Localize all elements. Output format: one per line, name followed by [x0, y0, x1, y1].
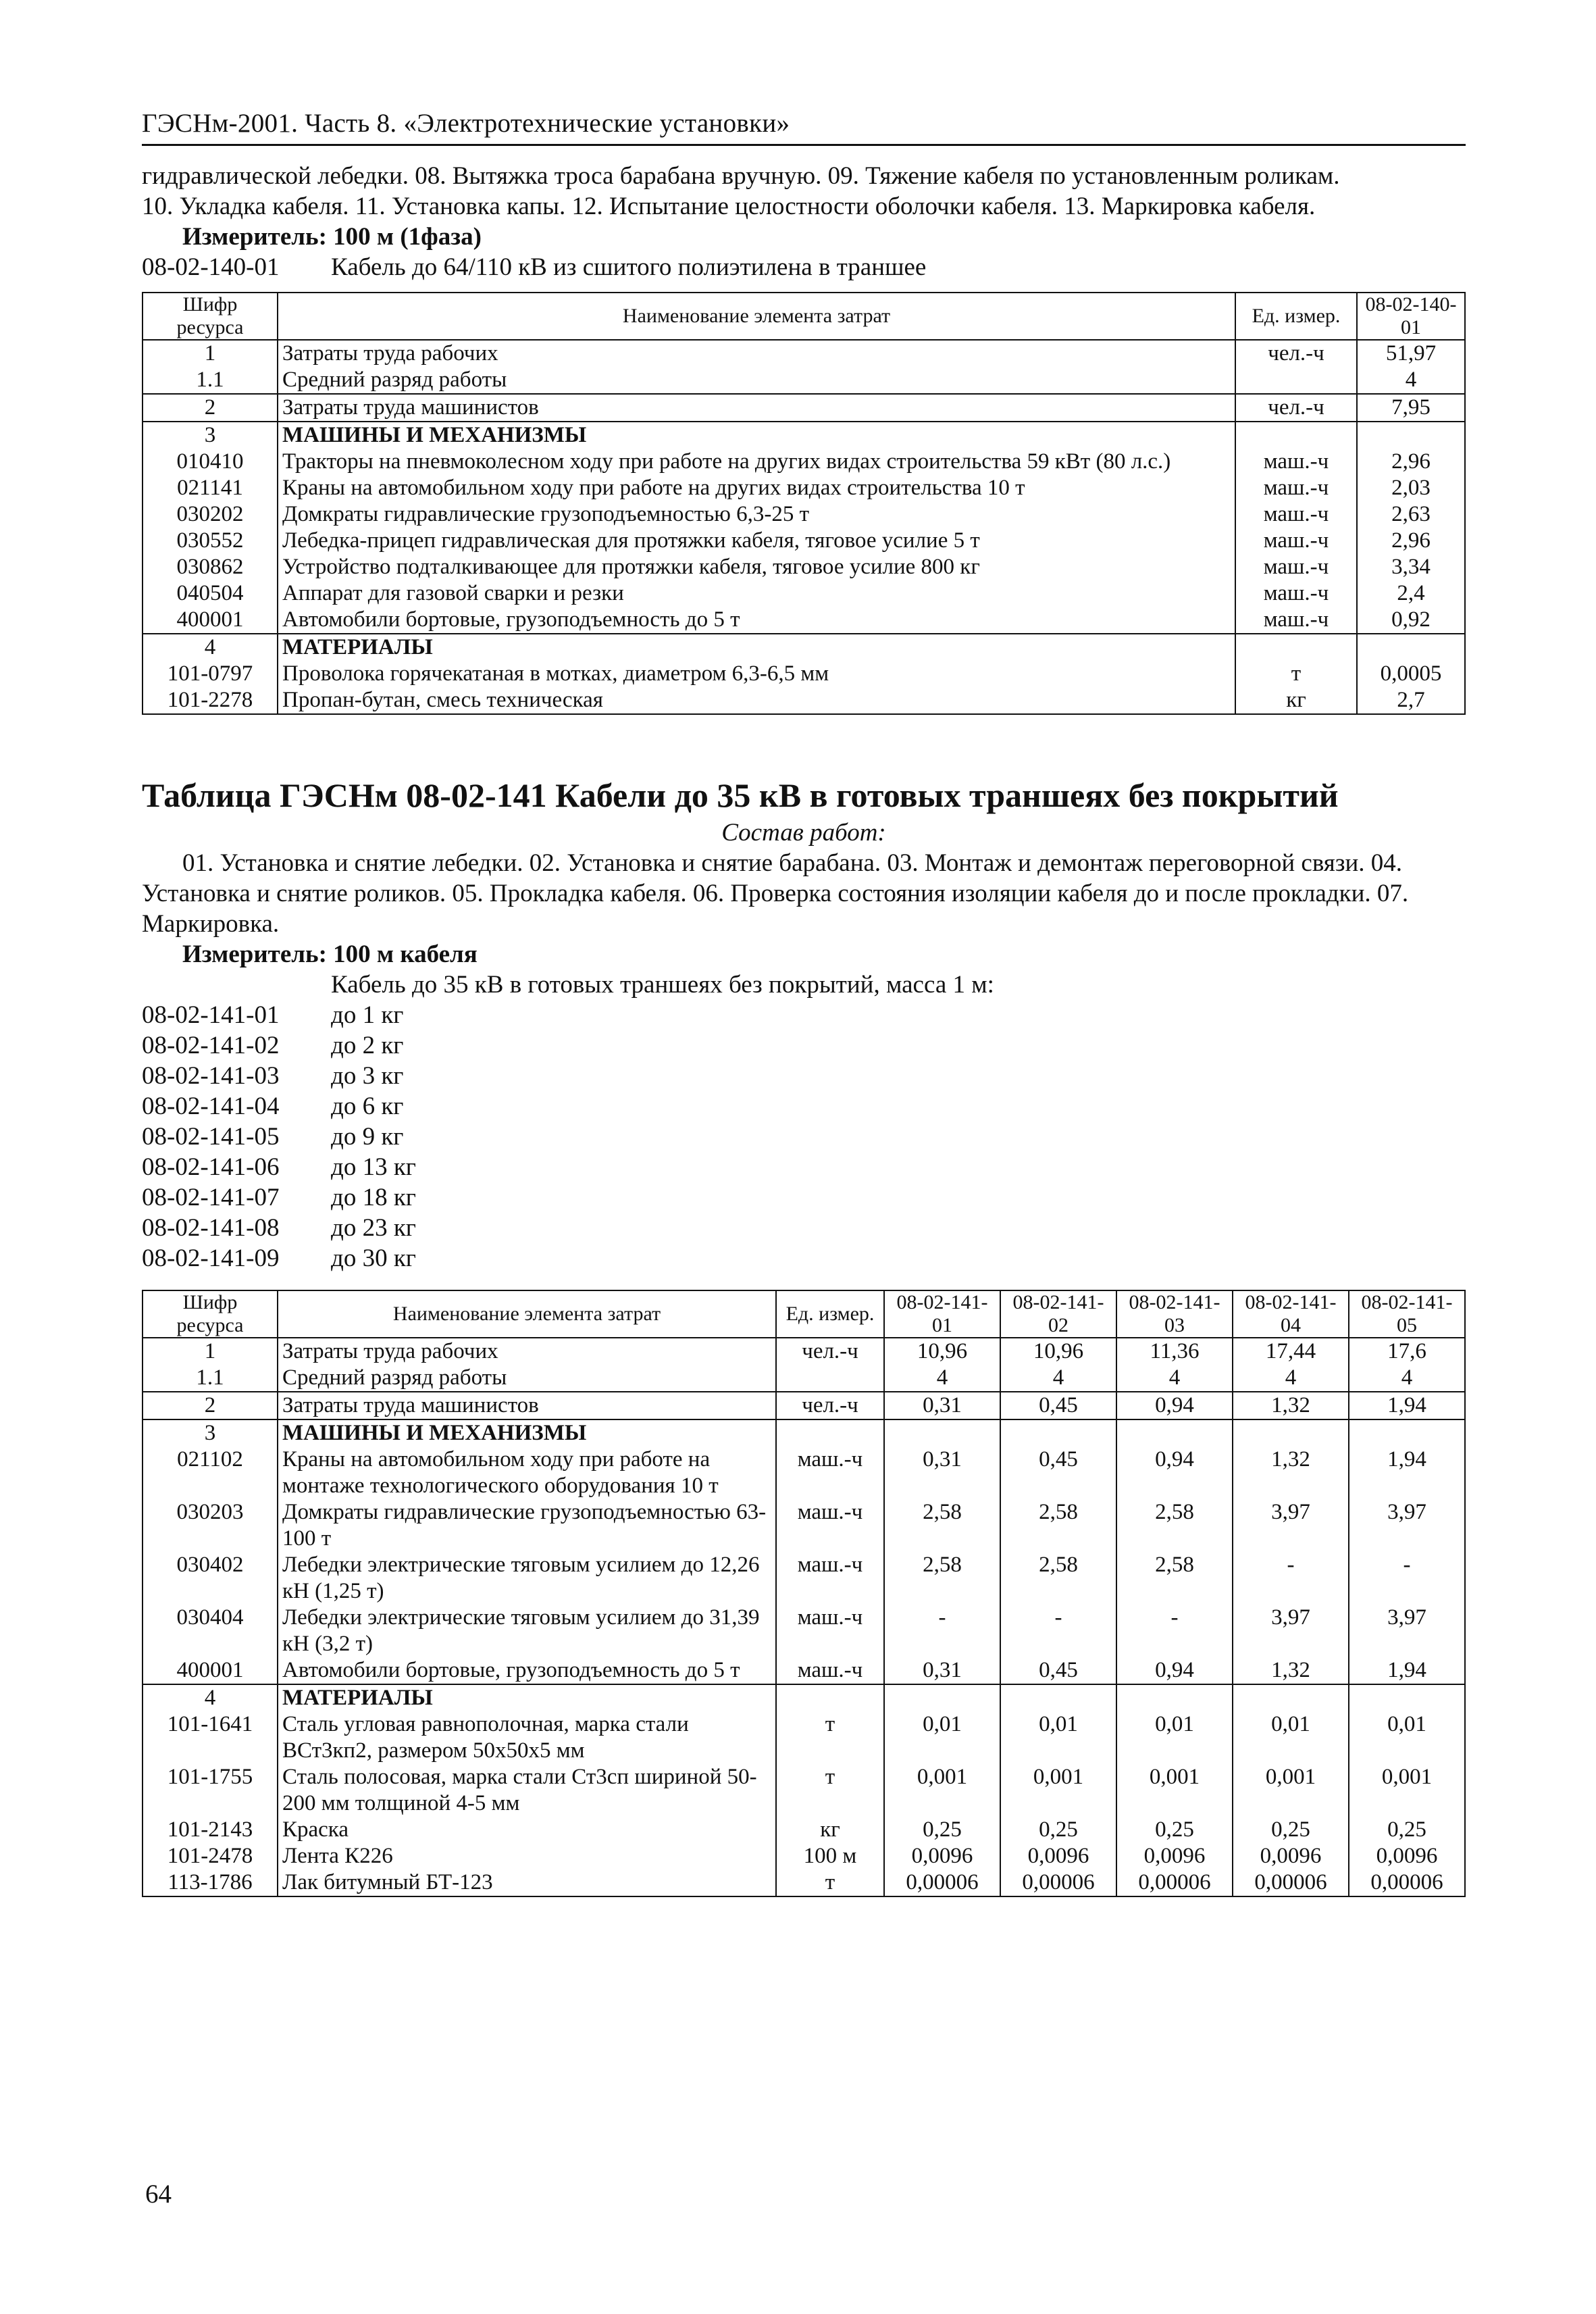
value-cell: 3,34: [1357, 554, 1465, 580]
value-cell: 0,25: [1349, 1817, 1465, 1843]
norm-code: 08-02-141-08: [142, 1214, 280, 1242]
cost-item-name: Домкраты гидравлические грузоподъемностью 6,3-25 т: [278, 501, 1235, 528]
table-row: [143, 687, 1465, 714]
section-heading: МАШИНЫ И МЕХАНИЗМЫ: [278, 422, 1235, 449]
table-row: [143, 1817, 1465, 1843]
norm-code: 08-02-141-04: [142, 1092, 280, 1120]
cost-item-name: Сталь полосовая, марка стали Ст3сп шириной 50-200 мм толщиной 4-5 мм: [278, 1764, 776, 1817]
table-row: [143, 528, 1465, 554]
cable-description: Кабель до 35 кВ в готовых траншеях без покрытий, масса 1 м:: [331, 971, 994, 999]
value-cell: 0,25: [1233, 1817, 1349, 1843]
value-cell: [884, 1419, 1000, 1447]
table-row: [143, 1392, 1465, 1419]
section-heading: МАШИНЫ И МЕХАНИЗМЫ: [278, 1419, 776, 1447]
cost-item-name: Аппарат для газовой сварки и резки: [278, 580, 1235, 607]
resource-code: 101-1641: [143, 1711, 278, 1764]
value-cell: 0,31: [884, 1657, 1000, 1684]
unit-cell: маш.-ч: [776, 1499, 884, 1552]
resource-code: 400001: [143, 1657, 278, 1684]
unit-cell: маш.-ч: [776, 1657, 884, 1684]
norm-code: 08-02-140-01: [142, 253, 280, 281]
resource-code: 030404: [143, 1605, 278, 1657]
value-cell: 11,36: [1116, 1338, 1233, 1365]
col-header-code: Шифр ресурса: [143, 293, 278, 340]
table-row: [143, 449, 1465, 475]
resource-code: 040504: [143, 580, 278, 607]
value-cell: 4: [1233, 1365, 1349, 1392]
value-cell: 0,92: [1357, 607, 1465, 634]
value-cell: 0,45: [1000, 1392, 1116, 1419]
norm-code-item: [142, 1030, 1466, 1061]
resource-code: 2: [143, 1392, 278, 1419]
value-cell: 10,96: [884, 1338, 1000, 1365]
resource-code: 021102: [143, 1447, 278, 1499]
value-cell: 0,00006: [1233, 1869, 1349, 1896]
value-cell: -: [1233, 1552, 1349, 1605]
value-cell: 0,0096: [1349, 1843, 1465, 1869]
value-cell: 2,03: [1357, 475, 1465, 501]
norm-mass-limit: до 13 кг: [331, 1153, 416, 1181]
value-cell: 0,0096: [1000, 1843, 1116, 1869]
table-row: [143, 1338, 1465, 1365]
value-cell: 0,25: [1116, 1817, 1233, 1843]
value-cell: 4: [1116, 1365, 1233, 1392]
norm-mass-limit: до 6 кг: [331, 1092, 404, 1120]
col-header-norm: 08-02-141-02: [1000, 1290, 1116, 1338]
value-cell: [1116, 1684, 1233, 1711]
table-header-row: [143, 1290, 1465, 1338]
norm-code-item: [142, 1243, 1466, 1274]
norm-mass-limit: до 3 кг: [331, 1062, 404, 1090]
unit-cell: [776, 1419, 884, 1447]
value-cell: 4: [1357, 367, 1465, 394]
value-cell: [1000, 1419, 1116, 1447]
unit-cell: [1235, 634, 1357, 661]
cost-item-name: Лебедка-прицеп гидравлическая для протяжки кабеля, тяговое усилие 5 т: [278, 528, 1235, 554]
unit-cell: [776, 1365, 884, 1392]
value-cell: 1,32: [1233, 1447, 1349, 1499]
unit-cell: маш.-ч: [1235, 554, 1357, 580]
resource-code: 400001: [143, 607, 278, 634]
value-cell: 0,01: [1116, 1711, 1233, 1764]
norm-code: 08-02-141-05: [142, 1123, 280, 1151]
resource-code: 101-2143: [143, 1817, 278, 1843]
unit-cell: чел.-ч: [1235, 340, 1357, 367]
value-cell: -: [1116, 1605, 1233, 1657]
value-cell: 3,97: [1349, 1605, 1465, 1657]
cost-item-name: Затраты труда машинистов: [278, 1392, 776, 1419]
value-cell: 1,94: [1349, 1447, 1465, 1499]
norm-mass-limit: до 2 кг: [331, 1032, 404, 1059]
value-cell: 0,94: [1116, 1447, 1233, 1499]
value-cell: 3,97: [1349, 1499, 1465, 1552]
table-row: [143, 1447, 1465, 1499]
table-header-row: [143, 293, 1465, 340]
value-cell: 0,00006: [884, 1869, 1000, 1896]
unit-cell: [1235, 367, 1357, 394]
value-cell: 0,0096: [1116, 1843, 1233, 1869]
value-cell: 0,01: [884, 1711, 1000, 1764]
value-cell: 0,0096: [1233, 1843, 1349, 1869]
work-composition-heading: Состав работ:: [721, 819, 886, 847]
value-cell: 0,00006: [1116, 1869, 1233, 1896]
col-header-norm: 08-02-141-05: [1349, 1290, 1465, 1338]
value-cell: 0,001: [1233, 1764, 1349, 1817]
value-cell: 1,94: [1349, 1657, 1465, 1684]
col-header-norm: 08-02-140-01: [1357, 293, 1465, 340]
resource-code: 030552: [143, 528, 278, 554]
table-row: [143, 554, 1465, 580]
norm-mass-limit: до 1 кг: [331, 1001, 404, 1029]
value-cell: 2,96: [1357, 528, 1465, 554]
value-cell: [1349, 1684, 1465, 1711]
norm-code: 08-02-141-09: [142, 1244, 280, 1272]
value-cell: [1116, 1419, 1233, 1447]
value-cell: [1357, 422, 1465, 449]
col-header-unit: Ед. измер.: [776, 1290, 884, 1338]
col-header-norm: 08-02-141-04: [1233, 1290, 1349, 1338]
value-cell: 7,95: [1357, 394, 1465, 422]
value-cell: [1000, 1684, 1116, 1711]
resource-code: 3: [143, 422, 278, 449]
section-heading: МАТЕРИАЛЫ: [278, 634, 1235, 661]
resource-code: 1.1: [143, 367, 278, 394]
value-cell: [1349, 1419, 1465, 1447]
value-cell: 2,4: [1357, 580, 1465, 607]
measure-unit-1: Измеритель: 100 м (1фаза): [182, 223, 482, 251]
norm-code-item: [142, 1000, 1466, 1030]
resource-code: 101-0797: [143, 661, 278, 687]
value-cell: 0,0096: [884, 1843, 1000, 1869]
table-row: [143, 475, 1465, 501]
work-composition-text: 01. Установка и снятие лебедки. 02. Установка и снятие барабана. 03. Монтаж и демонтаж переговорной связи. 04. Установка и снятие роликов. 05. Прокладка кабеля. 06. Проверка состояния изоляции кабеля до и после прокладки. 07. Маркировка.: [142, 849, 1409, 938]
table-2-title: Таблица ГЭСНм 08-02-141 Кабели до 35 кВ в готовых траншеях без покрытий: [142, 776, 1339, 814]
resource-code: 021141: [143, 475, 278, 501]
table-row: [143, 607, 1465, 634]
col-header-name: Наименование элемента затрат: [278, 293, 1235, 340]
value-cell: [1233, 1684, 1349, 1711]
cost-item-name: Затраты труда рабочих: [278, 1338, 776, 1365]
value-cell: 2,7: [1357, 687, 1465, 714]
norm-code-item: [142, 1213, 1466, 1243]
norm-mass-limit: до 9 кг: [331, 1123, 404, 1151]
resource-code: 4: [143, 634, 278, 661]
value-cell: 17,6: [1349, 1338, 1465, 1365]
value-cell: [884, 1684, 1000, 1711]
value-cell: 0,01: [1233, 1711, 1349, 1764]
resource-code: 101-1755: [143, 1764, 278, 1817]
value-cell: 0,0005: [1357, 661, 1465, 687]
table-row: [143, 1684, 1465, 1711]
resource-code: 030402: [143, 1552, 278, 1605]
resource-code: 030862: [143, 554, 278, 580]
unit-cell: [776, 1684, 884, 1711]
resource-code: 2: [143, 394, 278, 422]
value-cell: 2,63: [1357, 501, 1465, 528]
norm-code-item: [142, 1091, 1466, 1122]
norm-code-item: [142, 1061, 1466, 1091]
cost-item-name: Лак битумный БТ-123: [278, 1869, 776, 1896]
value-cell: 0,01: [1349, 1711, 1465, 1764]
value-cell: 3,97: [1233, 1605, 1349, 1657]
cost-item-name: Лебедки электрические тяговым усилием до 12,26 кН (1,25 т): [278, 1552, 776, 1605]
value-cell: 1,32: [1233, 1657, 1349, 1684]
norm-code: 08-02-141-02: [142, 1032, 280, 1059]
table-row: [143, 661, 1465, 687]
unit-cell: чел.-ч: [776, 1392, 884, 1419]
value-cell: 0,31: [884, 1447, 1000, 1499]
cost-item-name: Средний разряд работы: [278, 367, 1235, 394]
col-header-name: Наименование элемента затрат: [278, 1290, 776, 1338]
value-cell: 0,001: [884, 1764, 1000, 1817]
value-cell: 2,58: [884, 1552, 1000, 1605]
cost-item-name: Устройство подталкивающее для протяжки кабеля, тяговое усилие 800 кг: [278, 554, 1235, 580]
table-row: [143, 1657, 1465, 1684]
col-header-unit: Ед. измер.: [1235, 293, 1357, 340]
value-cell: 1,32: [1233, 1392, 1349, 1419]
norm-code: 08-02-141-07: [142, 1184, 280, 1211]
table-row: [143, 1605, 1465, 1657]
unit-cell: кг: [776, 1817, 884, 1843]
norm-code-item: [142, 1152, 1466, 1182]
value-cell: -: [884, 1605, 1000, 1657]
table-row: [143, 422, 1465, 449]
resource-code: 3: [143, 1419, 278, 1447]
section-heading: МАТЕРИАЛЫ: [278, 1684, 776, 1711]
resource-code: 101-2478: [143, 1843, 278, 1869]
value-cell: 2,58: [1116, 1499, 1233, 1552]
value-cell: 4: [1000, 1365, 1116, 1392]
measure-unit-2: Измеритель: 100 м кабеля: [182, 940, 478, 968]
norm-code-list: [142, 1000, 1466, 1274]
cost-item-name: Автомобили бортовые, грузоподъемность до 5 т: [278, 607, 1235, 634]
value-cell: 0,00006: [1349, 1869, 1465, 1896]
unit-cell: чел.-ч: [1235, 394, 1357, 422]
value-cell: 0,25: [1000, 1817, 1116, 1843]
unit-cell: маш.-ч: [1235, 449, 1357, 475]
value-cell: 0,94: [1116, 1657, 1233, 1684]
resource-code: 101-2278: [143, 687, 278, 714]
cost-item-name: Сталь угловая равнополочная, марка стали ВСт3кп2, размером 50х50х5 мм: [278, 1711, 776, 1764]
unit-cell: т: [776, 1869, 884, 1896]
value-cell: [1233, 1419, 1349, 1447]
resource-code: 030202: [143, 501, 278, 528]
unit-cell: маш.-ч: [1235, 607, 1357, 634]
value-cell: 0,45: [1000, 1447, 1116, 1499]
value-cell: -: [1349, 1552, 1465, 1605]
cost-item-name: Автомобили бортовые, грузоподъемность до 5 т: [278, 1657, 776, 1684]
norm-mass-limit: до 23 кг: [331, 1214, 416, 1242]
value-cell: 4: [1349, 1365, 1465, 1392]
cost-item-name: Проволока горячекатаная в мотках, диаметром 6,3-6,5 мм: [278, 661, 1235, 687]
table-row: [143, 1499, 1465, 1552]
value-cell: 0,001: [1116, 1764, 1233, 1817]
unit-cell: маш.-ч: [776, 1447, 884, 1499]
value-cell: 2,96: [1357, 449, 1465, 475]
intro-line-1: гидравлической лебедки. 08. Вытяжка троса барабана вручную. 09. Тяжение кабеля по установленным роликам.: [142, 162, 1340, 190]
value-cell: 2,58: [1000, 1552, 1116, 1605]
unit-cell: [1235, 422, 1357, 449]
cost-item-name: Лента К226: [278, 1843, 776, 1869]
value-cell: 2,58: [884, 1499, 1000, 1552]
table-body: [143, 340, 1465, 714]
cost-item-name: Средний разряд работы: [278, 1365, 776, 1392]
unit-cell: 100 м: [776, 1843, 884, 1869]
unit-cell: маш.-ч: [776, 1552, 884, 1605]
unit-cell: чел.-ч: [776, 1338, 884, 1365]
unit-cell: маш.-ч: [776, 1605, 884, 1657]
table-row: [143, 1764, 1465, 1817]
value-cell: 10,96: [1000, 1338, 1116, 1365]
resource-code: 1.1: [143, 1365, 278, 1392]
col-header-code: Шифр ресурса: [143, 1290, 278, 1338]
value-cell: 1,94: [1349, 1392, 1465, 1419]
cost-item-name: Лебедки электрические тяговым усилием до 31,39 кН (3,2 т): [278, 1605, 776, 1657]
resource-code: 1: [143, 1338, 278, 1365]
cost-table-2: [142, 1290, 1466, 1897]
table-row: [143, 1419, 1465, 1447]
value-cell: 0,01: [1000, 1711, 1116, 1764]
table-row: [143, 340, 1465, 367]
norm-mass-limit: до 18 кг: [331, 1184, 416, 1211]
norm-mass-limit: до 30 кг: [331, 1244, 416, 1272]
norm-code: 08-02-141-06: [142, 1153, 280, 1181]
cost-item-name: Затраты труда машинистов: [278, 394, 1235, 422]
cost-item-name: Краска: [278, 1817, 776, 1843]
document-page: [142, 108, 1466, 1897]
value-cell: 0,31: [884, 1392, 1000, 1419]
value-cell: 0,25: [884, 1817, 1000, 1843]
table-row: [143, 367, 1465, 394]
value-cell: 0,001: [1000, 1764, 1116, 1817]
value-cell: 0,45: [1000, 1657, 1116, 1684]
norm-code: 08-02-141-03: [142, 1062, 280, 1090]
table-row: [143, 1869, 1465, 1896]
value-cell: 2,58: [1116, 1552, 1233, 1605]
value-cell: 0,001: [1349, 1764, 1465, 1817]
unit-cell: маш.-ч: [1235, 580, 1357, 607]
running-header: ГЭСНм-2001. Часть 8. «Электротехнические установки»: [142, 108, 1466, 146]
unit-cell: маш.-ч: [1235, 528, 1357, 554]
table-row: [143, 1711, 1465, 1764]
resource-code: 010410: [143, 449, 278, 475]
value-cell: 3,97: [1233, 1499, 1349, 1552]
table-row: [143, 634, 1465, 661]
cost-item-name: Краны на автомобильном ходу при работе на других видах строительства 10 т: [278, 475, 1235, 501]
table-body: [143, 1338, 1465, 1896]
cost-item-name: Затраты труда рабочих: [278, 340, 1235, 367]
col-header-norm: 08-02-141-03: [1116, 1290, 1233, 1338]
unit-cell: маш.-ч: [1235, 501, 1357, 528]
norm-code: 08-02-141-01: [142, 1001, 280, 1029]
norm-code-line: [142, 252, 1466, 282]
table-row: [143, 1552, 1465, 1605]
resource-code: 030203: [143, 1499, 278, 1552]
value-cell: [1357, 634, 1465, 661]
cost-item-name: Домкраты гидравлические грузоподъемностью 63-100 т: [278, 1499, 776, 1552]
col-header-norm: 08-02-141-01: [884, 1290, 1000, 1338]
table-row: [143, 580, 1465, 607]
value-cell: 2,58: [1000, 1499, 1116, 1552]
value-cell: 17,44: [1233, 1338, 1349, 1365]
unit-cell: маш.-ч: [1235, 475, 1357, 501]
unit-cell: т: [1235, 661, 1357, 687]
cost-item-name: Пропан-бутан, смесь техническая: [278, 687, 1235, 714]
table-row: [143, 1365, 1465, 1392]
norm-code-item: [142, 1122, 1466, 1152]
resource-code: 1: [143, 340, 278, 367]
norm-code-item: [142, 1182, 1466, 1213]
resource-code: 113-1786: [143, 1869, 278, 1896]
resource-code: 4: [143, 1684, 278, 1711]
table-row: [143, 1843, 1465, 1869]
cost-item-name: Тракторы на пневмоколесном ходу при работе на других видах строительства 59 кВт (80 л.с.): [278, 449, 1235, 475]
intro-block: [142, 161, 1466, 282]
norm-description: Кабель до 64/110 кВ из сшитого полиэтилена в траншее: [331, 253, 927, 281]
table-row: [143, 501, 1465, 528]
cost-item-name: Краны на автомобильном ходу при работе на монтаже технологического оборудования 10 т: [278, 1447, 776, 1499]
cost-table-1: [142, 292, 1466, 715]
value-cell: -: [1000, 1605, 1116, 1657]
value-cell: 51,97: [1357, 340, 1465, 367]
unit-cell: т: [776, 1764, 884, 1817]
unit-cell: т: [776, 1711, 884, 1764]
table-row: [143, 394, 1465, 422]
value-cell: 4: [884, 1365, 1000, 1392]
intro-line-2: 10. Укладка кабеля. 11. Установка капы. 12. Испытание целостности оболочки кабеля. 13. Маркировка кабеля.: [142, 193, 1316, 220]
value-cell: 0,00006: [1000, 1869, 1116, 1896]
unit-cell: кг: [1235, 687, 1357, 714]
page-number: 64: [145, 2180, 172, 2209]
value-cell: 0,94: [1116, 1392, 1233, 1419]
